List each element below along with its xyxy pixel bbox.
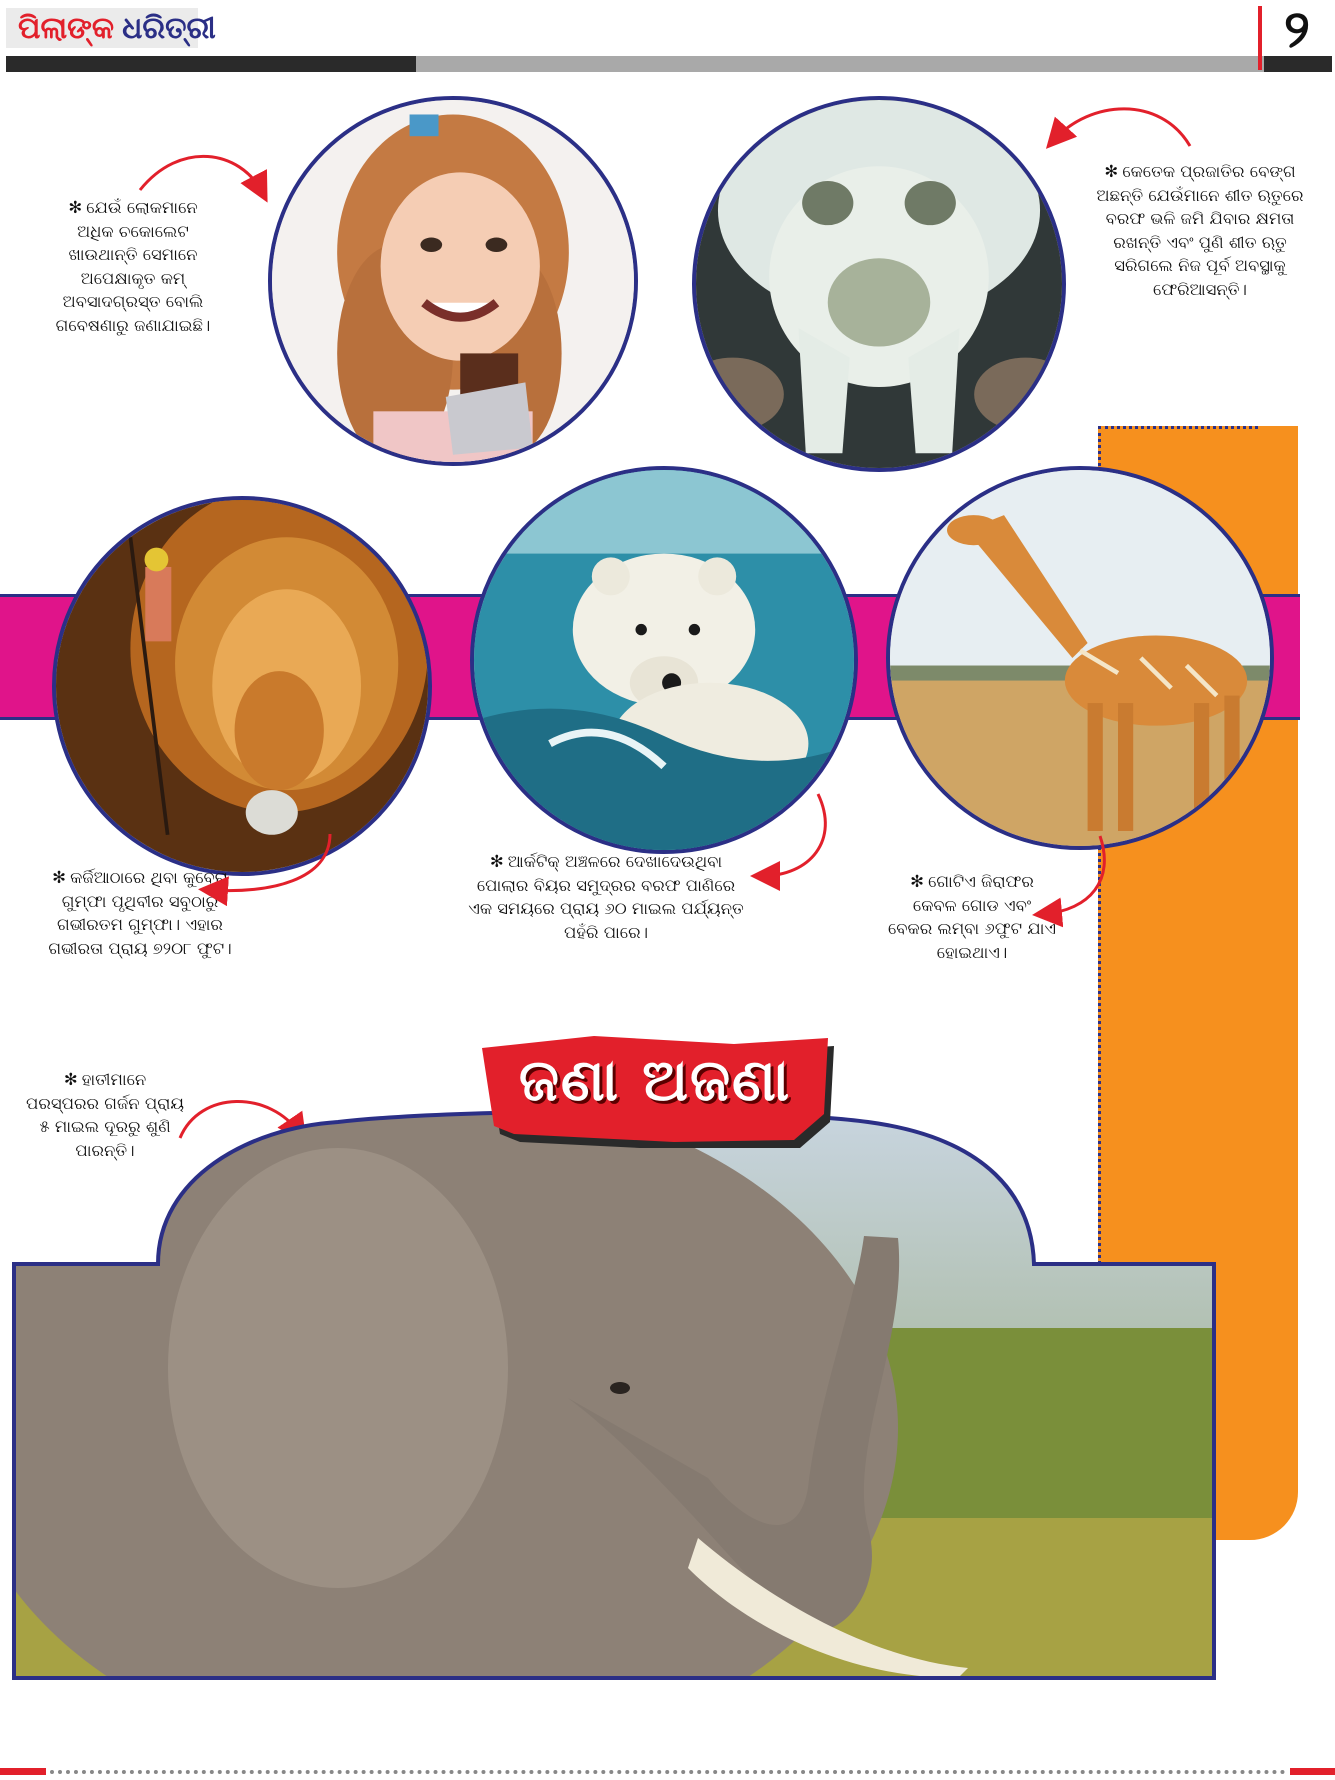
fact-chocolate-line-1: ✻ ଯେଉଁ ଲୋକମାନେ xyxy=(68,198,198,217)
photo-elephant xyxy=(8,1098,1220,1684)
arrow-polar-bear xyxy=(762,794,825,876)
fact-frog-line-6: ଫେରିଆସନ୍ତି। xyxy=(1153,279,1247,299)
fact-elephant-line-3: ୫ ମାଇଲ ଦୂରରୁ ଶୁଣି xyxy=(39,1117,171,1136)
footer-rule-left xyxy=(0,1768,46,1775)
fact-polar-bear-line-1: ✻ ଆର୍କଟିକ୍ ଅଞ୍ଚଳରେ ଦେଖାଦେଉଥିବା xyxy=(489,852,723,871)
arrow-chocolate xyxy=(140,156,262,192)
masthead-title-part1: ପିଲାଙ୍କ xyxy=(18,11,115,46)
asterisk-icon: ✻ xyxy=(63,1070,78,1089)
fact-frog-line-2: ଅଛନ୍ତି ଯେଉଁମାନେ ଶୀତ ଋତୁରେ xyxy=(1096,185,1304,205)
fact-giraffe-line-4: ହୋଇଥାଏ। xyxy=(936,942,1008,962)
asterisk-icon: ✻ xyxy=(52,868,66,887)
section-title: ଜଣା ଅଜଣା xyxy=(518,1046,792,1114)
fact-frog-line-4: ରଖନ୍ତି ଏବଂ ପୁଣି ଶୀତ ଋତୁ xyxy=(1113,232,1287,252)
fact-chocolate-line-4: ଅପେକ୍ଷାକୃତ କମ୍ xyxy=(80,268,186,288)
fact-giraffe-line-2: କେବଳ ଗୋଡ ଏବଂ xyxy=(912,895,1032,915)
asterisk-icon: ✻ xyxy=(489,852,504,871)
fact-cave-line-2: ଗୁମ୍ଫା ପୃଥିବୀର ସବୁଠାରୁ xyxy=(61,891,219,911)
fact-elephant-line-1: ✻ ହାତୀମାନେ xyxy=(63,1070,147,1089)
page-number: ୨ xyxy=(1284,0,1310,60)
fact-chocolate-line-3: ଖାଉଥାନ୍ତି ସେମାନେ xyxy=(68,245,198,264)
fact-cave-line-4: ଗଭୀରତା ପ୍ରାୟ ୭୨୦୮ ଫୁଟ। xyxy=(48,938,232,958)
fact-giraffe-line-3: ବେକର ଲମ୍ବା ୬ଫୁଟ ଯାଏଁ xyxy=(888,919,1056,938)
fact-frog-line-1: ✻ କେତେକ ପ୍ରଜାତିର ବେଙ୍ଗ xyxy=(1104,162,1296,181)
fact-chocolate-line-6: ଗବେଷଣାରୁ ଜଣାଯାଇଛି। xyxy=(55,315,211,335)
footer-dotted-rule xyxy=(50,1770,1286,1774)
fact-polar-bear-line-2: ପୋଲାର ବିୟର ସମୁଦ୍ରର ବରଫ ପାଣିରେ xyxy=(476,875,736,895)
fact-elephant-line-4: ପାରନ୍ତି। xyxy=(75,1140,135,1160)
fact-cave-line-3: ଗଭୀରତମ ଗୁମ୍ଫା। ଏହାର xyxy=(57,915,223,934)
asterisk-icon: ✻ xyxy=(1104,162,1119,181)
arrow-cave xyxy=(210,834,330,891)
fact-frog-line-3: ବରଫ ଭଳି ଜମି ଯିବାର କ୍ଷମତା xyxy=(1105,209,1295,228)
fact-polar-bear-line-4: ପହଁରି ପାରେ। xyxy=(563,922,649,942)
arrow-frog xyxy=(1054,109,1190,146)
fact-elephant-line-2: ପରସ୍ପରର ଗର୍ଜନ ପ୍ରାୟ xyxy=(26,1093,184,1113)
arrow-giraffe xyxy=(1044,836,1104,914)
asterisk-icon: ✻ xyxy=(910,872,924,891)
fact-frog-line-5: ସରିଗଲେ ନିଜ ପୂର୍ବ ଅବସ୍ଥାକୁ xyxy=(1114,256,1286,275)
fact-cave-line-1: ✻ କର୍ଜିଆଠାରେ ଥିବା କୁବେରା xyxy=(52,868,228,887)
footer-rule-right xyxy=(1290,1768,1335,1775)
asterisk-icon: ✻ xyxy=(68,198,83,217)
fact-chocolate-line-2: ଅଧିକ ଚକୋଲେଟ xyxy=(77,221,189,241)
fact-polar-bear-line-3: ଏକ ସମୟରେ ପ୍ରାୟ ୬୦ ମାଇଲ ପର୍ଯ୍ୟନ୍ତ xyxy=(468,899,744,918)
fact-giraffe-line-1: ✻ ଗୋଟିଏ ଜିରାଫର xyxy=(910,872,1034,891)
fact-chocolate-line-5: ଅବସାଦଗ୍ରସ୍ତ ବୋଲି xyxy=(62,292,204,311)
masthead-title-part2: ଧରିତ୍ରୀ xyxy=(122,11,216,46)
